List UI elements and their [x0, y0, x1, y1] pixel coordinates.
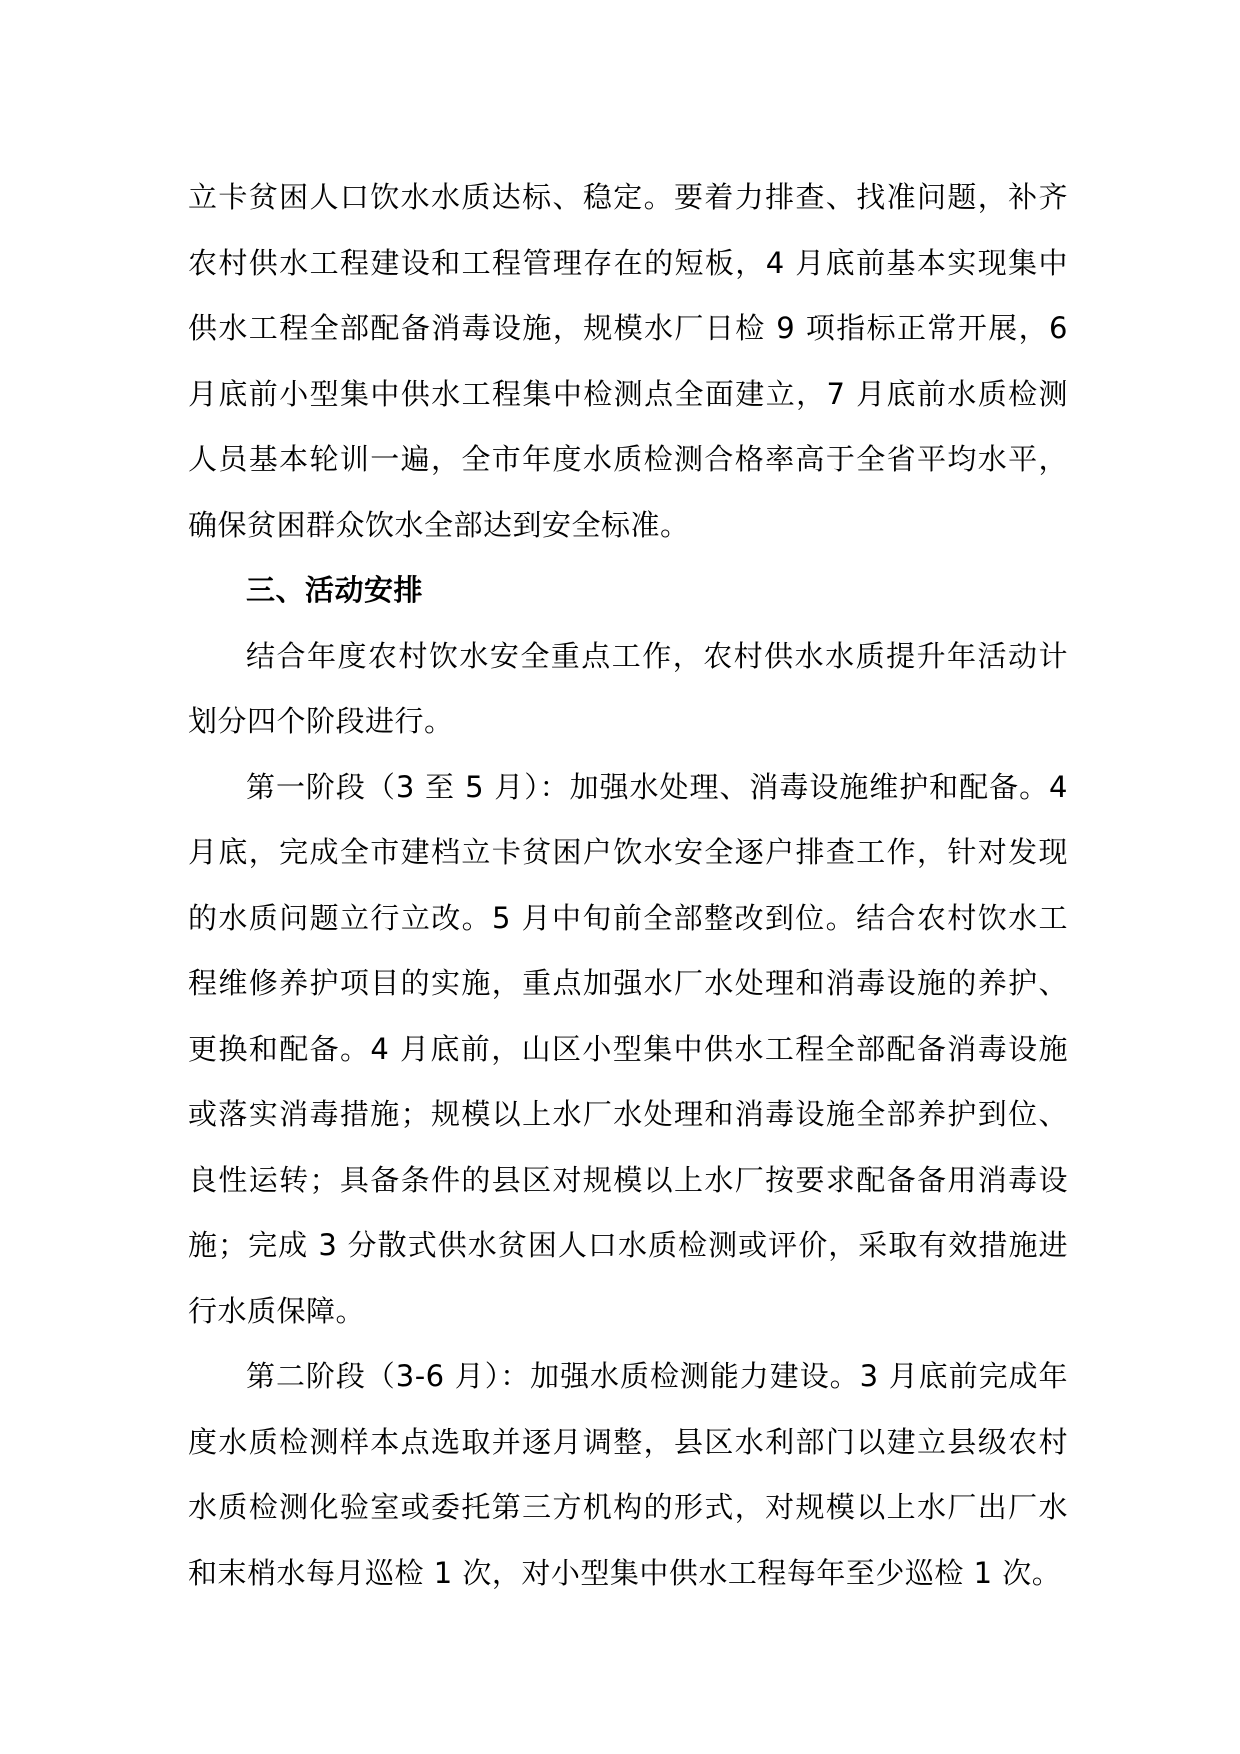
- paragraph-goals-continued: 立卡贫困人口饮水水质达标、稳定。要着力排查、找准问题，补齐农村供水工程建设和工程管理存在的短板，4 月底前基本实现集中供水工程全部配备消毒设施，规模水厂日检 9 项指标正常开展，6 月底前小型集中供水工程集中检测点全面建立，7 月底前水质检测人员基本轮训一遍，全市年度水质检测合格率高于全省平均水平，确保贫困群众饮水全部达到安全标准。: [188, 180, 1068, 542]
- paragraph-activity-overview: 结合年度农村饮水安全重点工作，农村供水水质提升年活动计划分四个阶段进行。: [188, 638, 1068, 738]
- section-heading-activity-arrangement: 三、活动安排: [246, 573, 424, 607]
- document-page: [188, 165, 1068, 1606]
- paragraph-phase-one: 第一阶段（3 至 5 月）：加强水处理、消毒设施维护和配备。4 月底，完成全市建档立卡贫困户饮水安全逐户排查工作，针对发现的水质问题立行立改。5 月中旬前全部整改到位。结合农村饮水工程维修养护项目的实施，重点加强水厂水处理和消毒设施的养护、更换和配备。4 月底前，山区小型集中供水工程全部配备消毒设施或落实消毒措施；规模以上水厂水处理和消毒设施全部养护到位、良性运转；具备条件的县区对规模以上水厂按要求配备备用消毒设施；完成 3 分散式供水贫困人口水质检测或评价，采取有效措施进行水质保障。: [188, 769, 1068, 1328]
- paragraph-phase-two: 第二阶段（3-6 月）：加强水质检测能力建设。3 月底前完成年度水质检测样本点选取并逐月调整，县区水利部门以建立县级农村水质检测化验室或委托第三方机构的形式，对规模以上水厂出厂水和末梢水每月巡检 1 次，对小型集中供水工程每年至少巡检 1 次。: [188, 1359, 1068, 1590]
